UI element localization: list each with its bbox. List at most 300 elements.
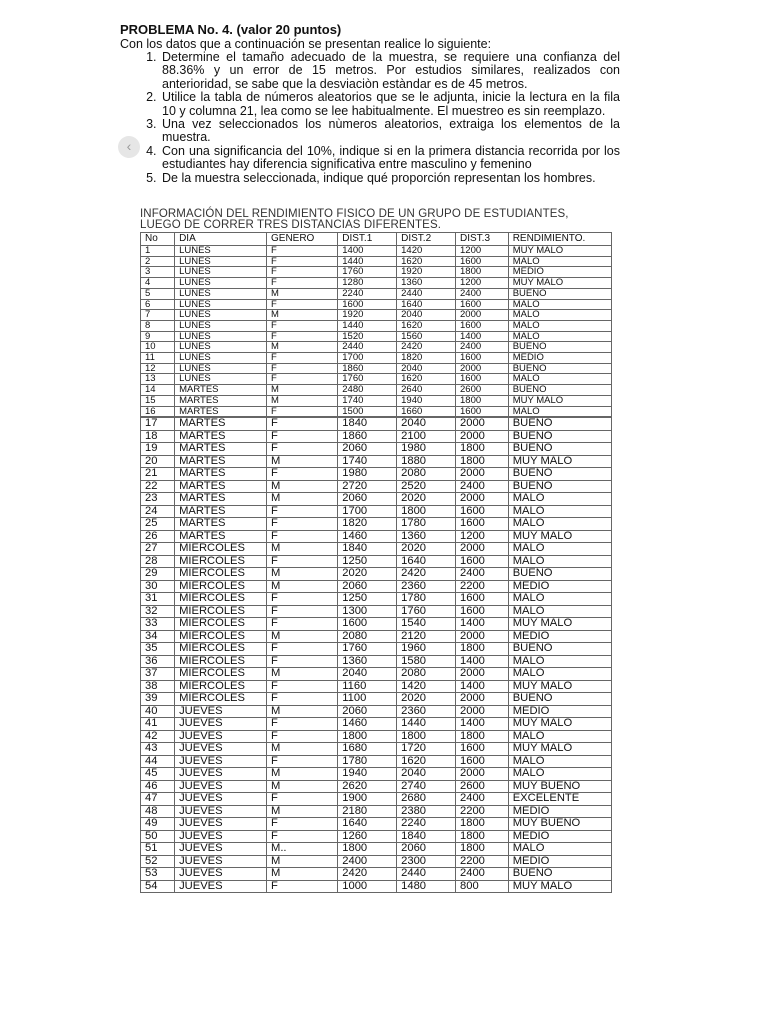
- table-row: [141, 643, 612, 656]
- cell-genero: M: [267, 768, 338, 781]
- cell-genero: F: [267, 793, 338, 806]
- cell-genero: M: [267, 855, 338, 868]
- table-row: [141, 555, 612, 568]
- cell-dia: MARTES: [175, 395, 267, 406]
- cell-genero: F: [267, 468, 338, 481]
- cell-genero: F: [267, 680, 338, 693]
- cell-dist3: 1600: [456, 605, 509, 618]
- cell-genero: F: [267, 818, 338, 831]
- cell-dist2: 1780: [397, 593, 456, 606]
- cell-dia: MARTES: [175, 530, 267, 543]
- table-row: [141, 310, 612, 321]
- cell-genero: F: [267, 655, 338, 668]
- cell-dist2: 2040: [397, 418, 456, 431]
- cell-rendimiento: MUY MALO: [508, 530, 611, 543]
- table-row: [141, 718, 612, 731]
- cell-genero: F: [267, 618, 338, 631]
- cell-dia: LUNES: [175, 288, 267, 299]
- cell-genero: M: [267, 480, 338, 493]
- cell-genero: F: [267, 730, 338, 743]
- cell-dist2: 1580: [397, 655, 456, 668]
- cell-no: 48: [141, 805, 175, 818]
- cell-dist1: 1840: [338, 418, 397, 431]
- cell-rendimiento: BUENO: [508, 443, 611, 456]
- cell-dia: JUEVES: [175, 768, 267, 781]
- cell-dist3: 1200: [456, 278, 509, 289]
- table-row: [141, 680, 612, 693]
- cell-no: 24: [141, 505, 175, 518]
- cell-dia: LUNES: [175, 256, 267, 267]
- cell-dist2: 1640: [397, 555, 456, 568]
- cell-dist3: 2400: [456, 342, 509, 353]
- cell-no: 11: [141, 353, 175, 364]
- cell-dist3: 1800: [456, 830, 509, 843]
- cell-dist2: 2020: [397, 693, 456, 706]
- cell-dist1: 1640: [338, 818, 397, 831]
- cell-dia: JUEVES: [175, 730, 267, 743]
- cell-dist3: 2000: [456, 430, 509, 443]
- cell-dist1: 1360: [338, 655, 397, 668]
- cell-no: 8: [141, 320, 175, 331]
- cell-dia: LUNES: [175, 267, 267, 278]
- cell-dist1: 1820: [338, 518, 397, 531]
- cell-dist2: 2020: [397, 493, 456, 506]
- table-row: [141, 805, 612, 818]
- cell-dist1: 1160: [338, 680, 397, 693]
- cell-dist1: 1780: [338, 755, 397, 768]
- cell-rendimiento: BUENO: [508, 288, 611, 299]
- cell-genero: F: [267, 331, 338, 342]
- cell-genero: M: [267, 455, 338, 468]
- cell-dist2: 2300: [397, 855, 456, 868]
- table-row: [141, 342, 612, 353]
- cell-dist2: 1620: [397, 755, 456, 768]
- cell-dist3: 2200: [456, 805, 509, 818]
- cell-dist1: 1800: [338, 843, 397, 856]
- cell-no: 41: [141, 718, 175, 731]
- cell-rendimiento: MUY MALO: [508, 395, 611, 406]
- cell-no: 1: [141, 246, 175, 257]
- cell-dist2: 1820: [397, 353, 456, 364]
- cell-dist1: 2720: [338, 480, 397, 493]
- cell-dist3: 1400: [456, 718, 509, 731]
- cell-dia: MARTES: [175, 455, 267, 468]
- cell-no: 10: [141, 342, 175, 353]
- table-row: [141, 793, 612, 806]
- cell-dia: JUEVES: [175, 705, 267, 718]
- cell-dist1: 1500: [338, 406, 397, 417]
- cell-dia: LUNES: [175, 299, 267, 310]
- cell-dia: JUEVES: [175, 793, 267, 806]
- cell-no: 49: [141, 818, 175, 831]
- cell-dist2: 2040: [397, 363, 456, 374]
- cell-rendimiento: MALO: [508, 505, 611, 518]
- cell-dia: JUEVES: [175, 718, 267, 731]
- cell-rendimiento: MUY MALO: [508, 743, 611, 756]
- cell-no: 45: [141, 768, 175, 781]
- cell-rendimiento: MEDIO: [508, 805, 611, 818]
- cell-dist3: 1800: [456, 643, 509, 656]
- cell-rendimiento: MEDIO: [508, 830, 611, 843]
- cell-dist3: 2000: [456, 543, 509, 556]
- table-row: [141, 395, 612, 406]
- cell-no: 15: [141, 395, 175, 406]
- cell-genero: M: [267, 543, 338, 556]
- cell-dist1: 1840: [338, 543, 397, 556]
- cell-dist3: 2400: [456, 288, 509, 299]
- cell-genero: F: [267, 443, 338, 456]
- cell-dist1: 1680: [338, 743, 397, 756]
- cell-dist2: 2380: [397, 805, 456, 818]
- table-row: [141, 518, 612, 531]
- cell-dia: JUEVES: [175, 880, 267, 893]
- cell-genero: M: [267, 493, 338, 506]
- cell-genero: M: [267, 288, 338, 299]
- table-row: [141, 868, 612, 881]
- cell-dist3: 2400: [456, 868, 509, 881]
- cell-dist2: 2040: [397, 310, 456, 321]
- cell-dia: LUNES: [175, 342, 267, 353]
- cell-dist3: 2000: [456, 468, 509, 481]
- cell-dist1: 1260: [338, 830, 397, 843]
- table-row: [141, 455, 612, 468]
- cell-dist1: 2620: [338, 780, 397, 793]
- cell-rendimiento: MUY MALO: [508, 880, 611, 893]
- cell-genero: M: [267, 310, 338, 321]
- cell-no: 17: [141, 418, 175, 431]
- cell-no: 43: [141, 743, 175, 756]
- cell-genero: F: [267, 530, 338, 543]
- cell-no: 9: [141, 331, 175, 342]
- cell-dist3: 1600: [456, 555, 509, 568]
- table-row: [141, 406, 612, 417]
- cell-no: 27: [141, 543, 175, 556]
- cell-dia: LUNES: [175, 374, 267, 385]
- cell-rendimiento: MALO: [508, 668, 611, 681]
- cell-dist3: 1600: [456, 320, 509, 331]
- cell-genero: F: [267, 830, 338, 843]
- cell-dist1: 1280: [338, 278, 397, 289]
- cell-dia: MIERCOLES: [175, 618, 267, 631]
- cell-genero: F: [267, 593, 338, 606]
- cell-rendimiento: BUENO: [508, 363, 611, 374]
- cell-dia: LUNES: [175, 246, 267, 257]
- cell-rendimiento: MALO: [508, 406, 611, 417]
- cell-dist2: 1420: [397, 246, 456, 257]
- cell-dist2: 1980: [397, 443, 456, 456]
- cell-dist2: 2420: [397, 342, 456, 353]
- table-row: [141, 468, 612, 481]
- cell-no: 26: [141, 530, 175, 543]
- cell-no: 46: [141, 780, 175, 793]
- cell-dia: JUEVES: [175, 805, 267, 818]
- cell-rendimiento: BUENO: [508, 342, 611, 353]
- cell-dist3: 2000: [456, 768, 509, 781]
- cell-dist3: 1600: [456, 593, 509, 606]
- cell-genero: F: [267, 643, 338, 656]
- cell-dia: JUEVES: [175, 830, 267, 843]
- cell-dist2: 1640: [397, 299, 456, 310]
- cell-dist1: 1400: [338, 246, 397, 257]
- cell-dia: MIERCOLES: [175, 655, 267, 668]
- cell-dist2: 2080: [397, 468, 456, 481]
- cell-dist2: 1920: [397, 267, 456, 278]
- cell-dia: JUEVES: [175, 818, 267, 831]
- cell-dist2: 1720: [397, 743, 456, 756]
- cell-dia: MIERCOLES: [175, 593, 267, 606]
- table-row: [141, 768, 612, 781]
- cell-dist1: 1460: [338, 530, 397, 543]
- cell-dist2: 2100: [397, 430, 456, 443]
- previous-page-button[interactable]: [118, 136, 140, 158]
- cell-no: 14: [141, 385, 175, 396]
- cell-dist1: 1000: [338, 880, 397, 893]
- cell-rendimiento: EXCELENTE: [508, 793, 611, 806]
- cell-dist2: 1620: [397, 320, 456, 331]
- cell-dist2: 2740: [397, 780, 456, 793]
- cell-dia: LUNES: [175, 363, 267, 374]
- cell-no: 29: [141, 568, 175, 581]
- cell-rendimiento: MALO: [508, 543, 611, 556]
- cell-rendimiento: MALO: [508, 555, 611, 568]
- cell-dia: MARTES: [175, 406, 267, 417]
- cell-dist1: 2040: [338, 668, 397, 681]
- cell-dia: JUEVES: [175, 755, 267, 768]
- table-row: [141, 818, 612, 831]
- cell-no: 53: [141, 868, 175, 881]
- cell-dia: MIERCOLES: [175, 580, 267, 593]
- cell-rendimiento: MALO: [508, 310, 611, 321]
- cell-dia: MARTES: [175, 505, 267, 518]
- cell-dist2: 2240: [397, 818, 456, 831]
- cell-genero: M: [267, 580, 338, 593]
- cell-no: 32: [141, 605, 175, 618]
- cell-no: 38: [141, 680, 175, 693]
- cell-dist2: 2680: [397, 793, 456, 806]
- cell-dia: MIERCOLES: [175, 543, 267, 556]
- table-row: [141, 288, 612, 299]
- cell-rendimiento: MUY BUENO: [508, 780, 611, 793]
- cell-dist1: 1740: [338, 455, 397, 468]
- cell-dist2: 2360: [397, 580, 456, 593]
- cell-genero: F: [267, 374, 338, 385]
- cell-dist3: 1600: [456, 743, 509, 756]
- cell-dist1: 1520: [338, 331, 397, 342]
- cell-dist1: 1760: [338, 643, 397, 656]
- cell-rendimiento: MALO: [508, 299, 611, 310]
- cell-genero: F: [267, 299, 338, 310]
- data-table-bottom: [140, 417, 612, 893]
- cell-genero: F: [267, 605, 338, 618]
- cell-dist1: 1600: [338, 299, 397, 310]
- task-item: 5. De la muestra seleccionada, indique qué proporción representan los hombres.: [160, 172, 620, 185]
- table-row: [141, 299, 612, 310]
- cell-rendimiento: BUENO: [508, 430, 611, 443]
- cell-dist2: 2440: [397, 868, 456, 881]
- cell-dia: JUEVES: [175, 868, 267, 881]
- cell-dist3: 1400: [456, 331, 509, 342]
- cell-genero: F: [267, 518, 338, 531]
- cell-dist2: 1960: [397, 643, 456, 656]
- cell-dist2: 1880: [397, 455, 456, 468]
- cell-rendimiento: BUENO: [508, 868, 611, 881]
- cell-dia: MIERCOLES: [175, 630, 267, 643]
- cell-dist1: 1460: [338, 718, 397, 731]
- cell-rendimiento: MALO: [508, 768, 611, 781]
- cell-dia: MIERCOLES: [175, 643, 267, 656]
- table-row: [141, 855, 612, 868]
- cell-dist1: 1700: [338, 505, 397, 518]
- cell-dist3: 1800: [456, 843, 509, 856]
- cell-genero: F: [267, 406, 338, 417]
- cell-rendimiento: MEDIO: [508, 855, 611, 868]
- cell-dist1: 1900: [338, 793, 397, 806]
- cell-dist3: 2200: [456, 855, 509, 868]
- cell-dist2: 1620: [397, 374, 456, 385]
- cell-dist2: 1760: [397, 605, 456, 618]
- cell-genero: F: [267, 880, 338, 893]
- cell-dist2: 1440: [397, 718, 456, 731]
- cell-dist1: 2400: [338, 855, 397, 868]
- cell-dia: MIERCOLES: [175, 605, 267, 618]
- cell-genero: F: [267, 555, 338, 568]
- table-row: [141, 618, 612, 631]
- cell-genero: M: [267, 342, 338, 353]
- cell-dist1: 1860: [338, 430, 397, 443]
- cell-dist3: 2000: [456, 363, 509, 374]
- cell-rendimiento: MEDIO: [508, 267, 611, 278]
- cell-no: 34: [141, 630, 175, 643]
- cell-genero: M: [267, 743, 338, 756]
- cell-no: 23: [141, 493, 175, 506]
- table-header-row: [141, 233, 612, 246]
- cell-dia: MARTES: [175, 418, 267, 431]
- task-item: 2. Utilice la tabla de números aleatorios que se le adjunta, inicie la lectura en la fila 10 y columna 21, lea como se lee habitualmente. El muestreo es sin reemplazo.: [160, 91, 620, 118]
- cell-genero: M: [267, 395, 338, 406]
- table-row: [141, 693, 612, 706]
- cell-dia: MIERCOLES: [175, 555, 267, 568]
- cell-dist1: 1920: [338, 310, 397, 321]
- cell-rendimiento: BUENO: [508, 643, 611, 656]
- problem-title: PROBLEMA No. 4. (valor 20 puntos): [120, 22, 342, 37]
- cell-genero: F: [267, 430, 338, 443]
- cell-no: 40: [141, 705, 175, 718]
- cell-rendimiento: MUY MALO: [508, 278, 611, 289]
- cell-dist3: 2600: [456, 385, 509, 396]
- cell-dist1: 1440: [338, 320, 397, 331]
- cell-dist2: 2080: [397, 668, 456, 681]
- cell-rendimiento: MUY MALO: [508, 455, 611, 468]
- cell-no: 19: [141, 443, 175, 456]
- cell-dia: JUEVES: [175, 780, 267, 793]
- cell-dia: MIERCOLES: [175, 668, 267, 681]
- cell-rendimiento: MALO: [508, 320, 611, 331]
- cell-dist3: 2200: [456, 580, 509, 593]
- cell-rendimiento: MUY BUENO: [508, 818, 611, 831]
- table-row: [141, 605, 612, 618]
- cell-genero: F: [267, 256, 338, 267]
- cell-genero: M: [267, 630, 338, 643]
- table-title-line-2: LUEGO DE CORRER TRES DISTANCIAS DIFERENTES.: [140, 219, 442, 231]
- table-row: [141, 505, 612, 518]
- cell-genero: F: [267, 267, 338, 278]
- table-row: [141, 880, 612, 893]
- cell-dist3: 1600: [456, 374, 509, 385]
- cell-dia: MARTES: [175, 430, 267, 443]
- cell-rendimiento: MEDIO: [508, 580, 611, 593]
- data-table-section: [140, 209, 622, 893]
- cell-dist3: 1600: [456, 406, 509, 417]
- cell-no: 6: [141, 299, 175, 310]
- table-row: [141, 418, 612, 431]
- cell-dist3: 1600: [456, 256, 509, 267]
- cell-genero: F: [267, 693, 338, 706]
- cell-rendimiento: MALO: [508, 730, 611, 743]
- data-table-top: [140, 232, 612, 417]
- cell-genero: F: [267, 755, 338, 768]
- cell-rendimiento: MALO: [508, 374, 611, 385]
- cell-no: 20: [141, 455, 175, 468]
- cell-dist3: 2000: [456, 668, 509, 681]
- cell-dist3: 1400: [456, 618, 509, 631]
- cell-dist3: 2400: [456, 793, 509, 806]
- col-header-rendimiento: RENDIMIENTO.: [508, 233, 611, 246]
- cell-rendimiento: BUENO: [508, 480, 611, 493]
- cell-dist2: 1780: [397, 518, 456, 531]
- table-row: [141, 593, 612, 606]
- cell-no: 39: [141, 693, 175, 706]
- cell-dia: LUNES: [175, 320, 267, 331]
- cell-dia: LUNES: [175, 353, 267, 364]
- cell-rendimiento: MALO: [508, 331, 611, 342]
- table-row: [141, 278, 612, 289]
- cell-dist1: 2060: [338, 493, 397, 506]
- col-header-genero: GENERO: [267, 233, 338, 246]
- cell-dia: MIERCOLES: [175, 568, 267, 581]
- table-row: [141, 668, 612, 681]
- cell-dist2: 2440: [397, 288, 456, 299]
- table-row: [141, 267, 612, 278]
- cell-dist1: 1760: [338, 267, 397, 278]
- cell-rendimiento: MALO: [508, 593, 611, 606]
- cell-no: 2: [141, 256, 175, 267]
- table-row: [141, 830, 612, 843]
- cell-dist3: 2000: [456, 493, 509, 506]
- cell-dist1: 1760: [338, 374, 397, 385]
- cell-no: 54: [141, 880, 175, 893]
- cell-dist1: 2240: [338, 288, 397, 299]
- cell-rendimiento: MUY MALO: [508, 246, 611, 257]
- col-header-dia: DIA: [175, 233, 267, 246]
- cell-dist1: 1600: [338, 618, 397, 631]
- cell-rendimiento: MALO: [508, 655, 611, 668]
- cell-rendimiento: MALO: [508, 256, 611, 267]
- cell-no: 31: [141, 593, 175, 606]
- table-body-small: [141, 246, 612, 417]
- cell-rendimiento: MEDIO: [508, 353, 611, 364]
- table-row: [141, 480, 612, 493]
- cell-genero: M..: [267, 843, 338, 856]
- cell-dia: JUEVES: [175, 743, 267, 756]
- cell-dia: LUNES: [175, 278, 267, 289]
- cell-dia: LUNES: [175, 331, 267, 342]
- cell-rendimiento: MALO: [508, 605, 611, 618]
- task-list: [120, 51, 620, 185]
- cell-dist1: 1300: [338, 605, 397, 618]
- cell-no: 18: [141, 430, 175, 443]
- cell-no: 12: [141, 363, 175, 374]
- cell-dist3: 1600: [456, 353, 509, 364]
